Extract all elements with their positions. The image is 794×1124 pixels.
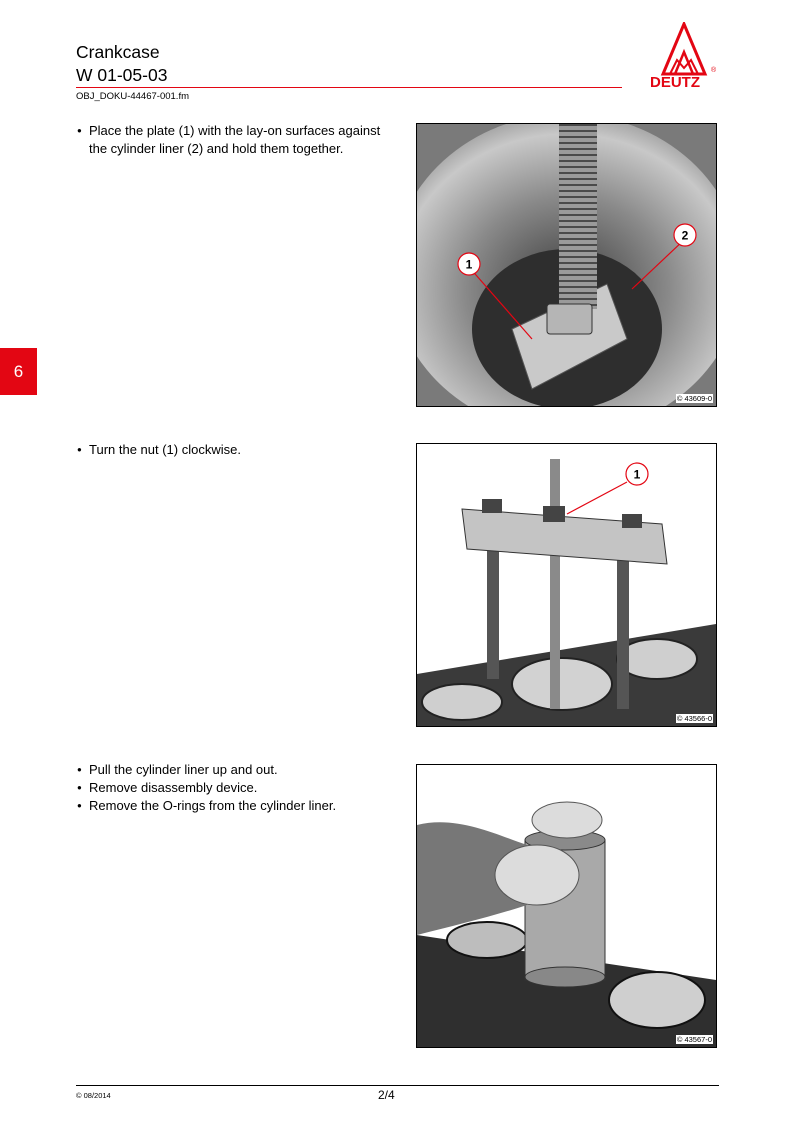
- instruction-step: ● Place the plate (1) with the lay-on surfaces against the cylinder liner (2) and hold them together.: [76, 122, 396, 158]
- figure-pull-liner: [416, 764, 717, 1048]
- instruction-step: ● Remove the O-rings from the cylinder liner.: [76, 797, 396, 815]
- document-id: OBJ_DOKU-44467-001.fm: [76, 91, 189, 102]
- page-title: Crankcase: [76, 42, 160, 62]
- callout-label: 1: [633, 467, 641, 482]
- figure-plate-on-liner: [416, 123, 717, 407]
- instruction-step: ● Pull the cylinder liner up and out.: [76, 761, 396, 779]
- page-number: 2/4: [378, 1088, 395, 1102]
- document-number: W 01-05-03: [76, 65, 168, 85]
- header-divider: [76, 87, 622, 88]
- instruction-step: ● Remove disassembly device.: [76, 779, 396, 797]
- copyright-date: © 08/2014: [76, 1091, 111, 1100]
- instruction-list: [76, 441, 396, 459]
- instruction-step: ● Turn the nut (1) clockwise.: [76, 441, 396, 459]
- callout-label: 1: [465, 257, 473, 272]
- logo-registered-mark: ®: [711, 67, 717, 74]
- chapter-tab: 6: [0, 348, 37, 395]
- figure-turn-nut: [416, 443, 717, 727]
- footer-divider: [76, 1085, 719, 1086]
- instruction-list: [76, 122, 396, 158]
- figure-code: © 43609-0: [676, 394, 712, 403]
- callout-label: 2: [681, 228, 689, 243]
- logo-wordmark: DEUTZ: [650, 74, 700, 91]
- instruction-list: [76, 761, 396, 815]
- deutz-logo: [648, 22, 720, 92]
- figure-code: © 43567-0: [676, 1035, 712, 1044]
- figure-code: © 43566-0: [676, 714, 712, 723]
